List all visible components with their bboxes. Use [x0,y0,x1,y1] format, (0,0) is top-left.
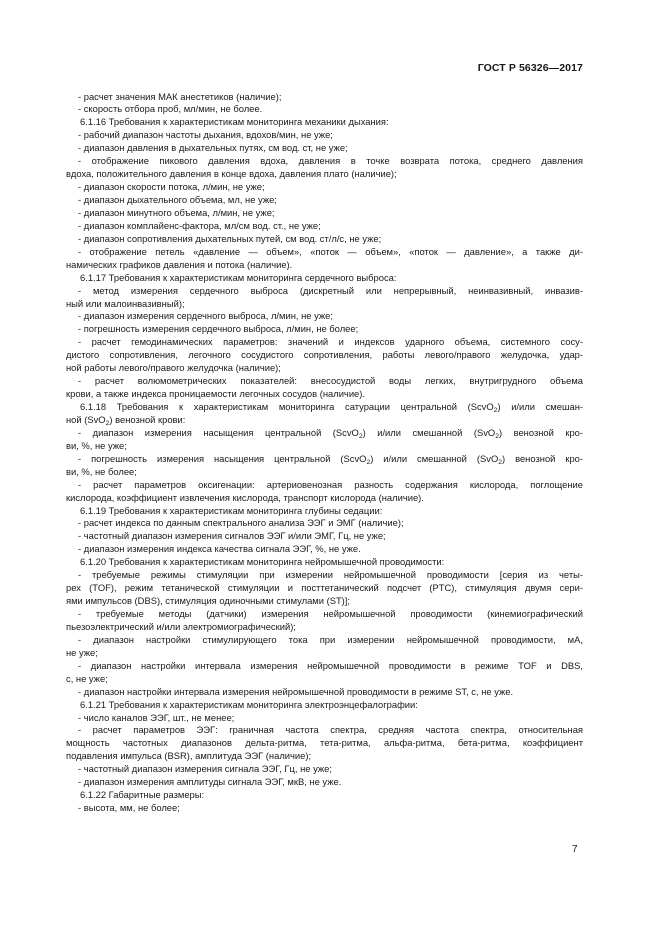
text-line: - требуемые режимы стимуляции при измерении нейромышечной проводимости [серия из четы- [78,569,583,581]
clause-heading: 6.1.16 Требования к характеристикам мониторинга механики дыхания: [80,116,389,128]
text-line: - расчет индекса по данным спектрального анализа ЭЭГ и ЭМГ (наличие); [78,517,404,529]
page-number: 7 [572,844,578,855]
text-line: - метод измерения сердечного выброса (дискретный или непрерывный, неинвазивный, инвазив- [78,284,583,296]
document-body [66,90,583,816]
text-line: - погрешность измерения сердечного выброса, л/мин, не более; [78,323,359,335]
text-line: - расчет значения МАК анестетиков (наличие); [78,90,282,102]
text-line: - диапазон измерения насыщения центральной (ScvO$_2$) и/или смешанной (SvO$_2$) венозной кро- [78,426,583,440]
text-line: - высота, мм, не более; [78,802,180,814]
text-line: - диапазон давления в дыхательных путях, см вод. ст, не уже; [78,142,348,154]
text-line: вдоха, положительного давления в конце вдоха, давления плато (наличие); [66,168,397,180]
standard-header: ГОСТ Р 56326—2017 [477,62,583,74]
text-line: - диапазон комплайенс-фактора, мл/см вод. ст., не уже; [78,219,321,231]
text-line: не уже; [66,646,98,658]
text-line: - рабочий диапазон частоты дыхания, вдохов/мин, не уже; [78,129,333,141]
text-line: - диапазон измерения индекса качества сигнала ЭЭГ, %, не уже. [78,543,361,555]
text-line: - диапазон дыхательного объема, мл, не уже; [78,194,277,205]
text-line: - диапазон настройки интервала измерения нейромышечной проводимости в режиме TOF и DBS, [78,659,583,671]
text-line: - расчет волюмометрических показателей: внесосудистой воды легких, внутригрудного объема [78,375,583,387]
text-line: - отображение петель «давление — объем», «поток — объем», «поток — давление», а также ди- [78,245,583,257]
text-line: - диапазон измерения амплитуды сигнала ЭЭГ, мкВ, не уже. [78,776,342,788]
clause-heading: 6.1.20 Требования к характеристикам мониторинга нейромышечной проводимости: [80,556,445,568]
text-line: - диапазон скорости потока, л/мин, не уже; [78,181,265,193]
text-line: кислорода, коэффициент извлечения кислорода, транспорт кислорода (наличие). [66,491,424,503]
text-line: дистого сопротивления, легочного сосудистого сопротивления, работы левого/правого желудочка, удар- [66,349,583,361]
text-line: с, не уже; [66,672,108,684]
text-line: ной работы левого/правого желудочка (наличие); [66,362,281,374]
text-line: - расчет гемодинамических параметров: значений и индексов ударного объема, системного сосу- [78,336,583,348]
text-line: крови, а также индекса проницаемости легочных сосудов (наличие). [66,388,365,400]
text-line: - частотный диапазон измерения сигнала ЭЭГ, Гц, не уже; [78,763,332,775]
text-line: - диапазон сопротивления дыхательных путей, см вод. ст/л/с, не уже; [78,232,382,244]
text-line: мощность частотных диапазонов дельта-ритма, тета-ритма, альфа-ритма, бета-ритма, коэффициент [66,737,583,749]
clause-heading: 6.1.18 Требования к характеристикам мониторинга сатурации центральной (ScvO$_2$) и/или смешан- [80,401,583,414]
text-line: - частотный диапазон измерения сигналов ЭЭГ и/или ЭМГ, Гц, не уже; [78,530,386,542]
text-line: ный или малоинвазивный); [66,297,185,309]
text-line: - расчет параметров оксигенации: артериовенозная разность содержания кислорода, поглощение [78,478,583,490]
clause-heading: 6.1.19 Требования к характеристикам мониторинга глубины седации: [80,504,383,516]
text-line: ями импульсов (DBS), стимуляция одиночными стимулами (ST)]; [66,595,351,607]
text-line: - диапазон настройки интервала измерения нейромышечной проводимости в режиме ST, с, не уже. [78,685,514,697]
clause-heading: 6.1.22 Габаритные размеры: [80,789,205,801]
text-line: - диапазон настройки стимулирующего тока при измерении нейромышечной проводимости, мА, [78,633,583,645]
text-line: - требуемые методы (датчики) измерения нейромышечной проводимости (кинемиографический [78,608,583,619]
clause-heading: 6.1.21 Требования к характеристикам мониторинга электроэнцефалографии: [80,698,418,710]
text-line: подавления импульса (BSR), амплитуда ЭЭГ (наличие); [66,750,312,762]
text-line: - погрешность измерения насыщения центральной (ScvO$_2$) и/или смешанной (SvO$_2$) венозной кро- [78,452,583,466]
text-line: ви, %, не уже; [66,439,127,451]
text-line: пьезоэлектрический и/или электромиографический); [66,620,296,632]
text-line: - число каналов ЭЭГ, шт., не менее; [78,711,235,723]
text-line: - отображение пикового давления вдоха, давления в точке возврата потока, среднего давления [78,155,583,167]
text-line: - расчет параметров ЭЭГ: граничная частота спектра, средняя частота спектра, относительная [78,724,583,736]
text-line: намических графиков давления и потока (наличие). [66,258,293,270]
text-line: - скорость отбора проб, мл/мин, не более. [78,103,263,115]
text-line: рех (TOF), режим тетанической стимуляции и посттетанический подсчет (PTC), стимуляция двумя сери- [66,582,583,594]
text-line: ной (SvO$_2$) венозной крови: [66,413,186,427]
text-line: - диапазон измерения сердечного выброса, л/мин, не уже; [78,310,333,322]
text-line: - диапазон минутного объема, л/мин, не уже; [78,206,275,218]
text-line: ви, %, не более; [66,465,137,477]
clause-heading: 6.1.17 Требования к характеристикам мониторинга сердечного выброса: [80,271,397,283]
